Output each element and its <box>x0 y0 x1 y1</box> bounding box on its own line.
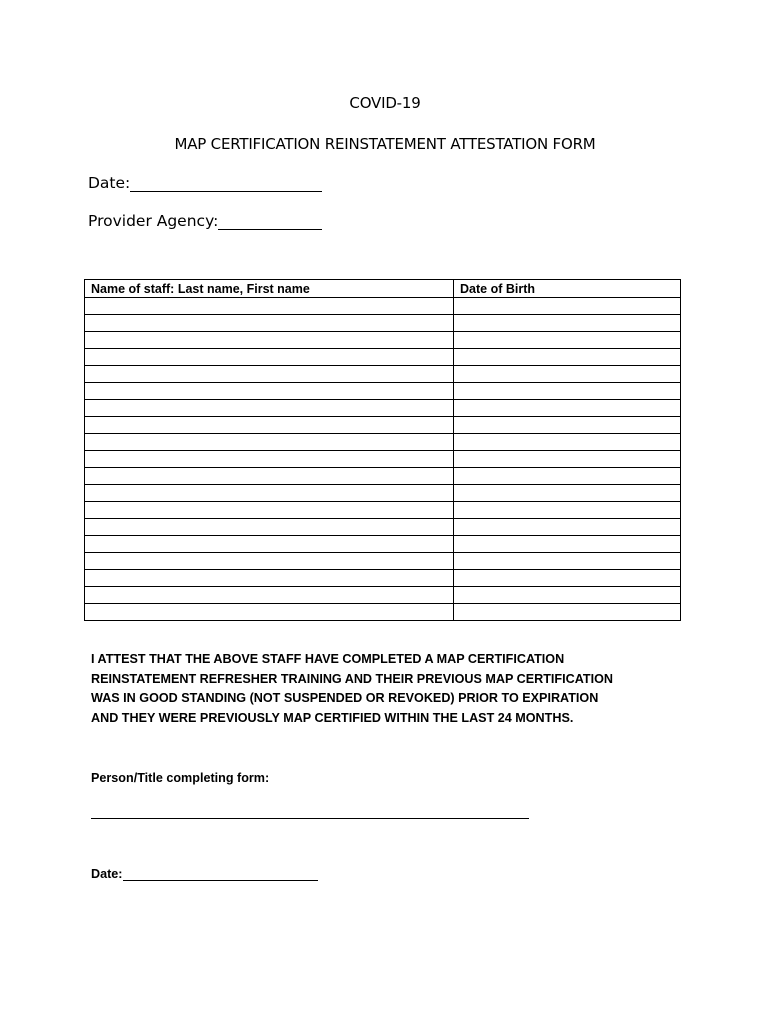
date-of-birth-cell[interactable] <box>454 383 681 400</box>
date-of-birth-cell[interactable] <box>454 519 681 536</box>
staff-name-cell[interactable] <box>85 502 454 519</box>
person-title-blank[interactable] <box>91 818 529 819</box>
staff-name-cell[interactable] <box>85 553 454 570</box>
provider-agency-blank[interactable] <box>218 213 322 230</box>
staff-name-cell[interactable] <box>85 434 454 451</box>
date-of-birth-cell[interactable] <box>454 315 681 332</box>
date-of-birth-cell[interactable] <box>454 587 681 604</box>
date-of-birth-cell[interactable] <box>454 451 681 468</box>
date-of-birth-cell[interactable] <box>454 434 681 451</box>
date-of-birth-cell[interactable] <box>454 417 681 434</box>
staff-name-cell[interactable] <box>85 519 454 536</box>
staff-name-cell[interactable] <box>85 468 454 485</box>
table-row <box>85 604 681 621</box>
staff-name-cell[interactable] <box>85 587 454 604</box>
table-row <box>85 298 681 315</box>
table-row <box>85 349 681 366</box>
staff-name-cell[interactable] <box>85 400 454 417</box>
table-body <box>85 298 681 621</box>
table-row <box>85 400 681 417</box>
column-header-name: Name of staff: Last name, First name <box>85 280 454 298</box>
date-of-birth-cell[interactable] <box>454 400 681 417</box>
date-field <box>88 174 322 192</box>
date-of-birth-cell[interactable] <box>454 349 681 366</box>
form-title-covid: COVID-19 <box>349 94 421 112</box>
staff-name-cell[interactable] <box>85 366 454 383</box>
date-blank[interactable] <box>130 175 322 192</box>
staff-name-cell[interactable] <box>85 570 454 587</box>
attestation-statement: I ATTEST THAT THE ABOVE STAFF HAVE COMPLETED A MAP CERTIFICATION REINSTATEMENT REFRESHER TRAINING AND THEIR PREVIOUS MAP CERTIFICATION WAS IN GOOD STANDING (NOT SUSPENDED OR REVOKED) PRIOR TO EXPIRATION AND THEY WERE PREVIOUSLY MAP CERTIFIED WITHIN THE LAST 24 MONTHS. <box>91 652 613 725</box>
table-row <box>85 502 681 519</box>
date-of-birth-cell[interactable] <box>454 502 681 519</box>
staff-name-cell[interactable] <box>85 417 454 434</box>
table-row <box>85 468 681 485</box>
staff-name-cell[interactable] <box>85 604 454 621</box>
table-row <box>85 383 681 400</box>
person-title-label: Person/Title completing form: <box>91 771 270 785</box>
table-row <box>85 434 681 451</box>
completion-date-blank[interactable] <box>123 866 318 881</box>
table-row <box>85 519 681 536</box>
provider-agency-field <box>88 212 322 230</box>
staff-name-cell[interactable] <box>85 298 454 315</box>
table-header-row <box>85 280 681 298</box>
form-title: MAP CERTIFICATION REINSTATEMENT ATTESTATION FORM <box>174 135 596 153</box>
date-of-birth-cell[interactable] <box>454 536 681 553</box>
completion-date-field <box>91 866 318 881</box>
column-header-dob: Date of Birth <box>454 280 681 298</box>
date-of-birth-cell[interactable] <box>454 468 681 485</box>
completion-date-label: Date: <box>91 867 123 881</box>
table-row <box>85 536 681 553</box>
date-of-birth-cell[interactable] <box>454 570 681 587</box>
table-row <box>85 332 681 349</box>
provider-agency-label: Provider Agency: <box>88 212 219 230</box>
table-row <box>85 485 681 502</box>
date-of-birth-cell[interactable] <box>454 485 681 502</box>
staff-name-cell[interactable] <box>85 332 454 349</box>
staff-name-cell[interactable] <box>85 383 454 400</box>
date-of-birth-cell[interactable] <box>454 298 681 315</box>
staff-table <box>84 279 681 621</box>
staff-name-cell[interactable] <box>85 485 454 502</box>
date-label: Date: <box>88 174 131 192</box>
date-of-birth-cell[interactable] <box>454 366 681 383</box>
table-row <box>85 315 681 332</box>
date-of-birth-cell[interactable] <box>454 332 681 349</box>
date-of-birth-cell[interactable] <box>454 553 681 570</box>
staff-name-cell[interactable] <box>85 536 454 553</box>
staff-name-cell[interactable] <box>85 349 454 366</box>
table-row <box>85 366 681 383</box>
table-row <box>85 570 681 587</box>
table-row <box>85 451 681 468</box>
table-row <box>85 417 681 434</box>
date-of-birth-cell[interactable] <box>454 604 681 621</box>
staff-name-cell[interactable] <box>85 451 454 468</box>
staff-name-cell[interactable] <box>85 315 454 332</box>
table-row <box>85 587 681 604</box>
table-row <box>85 553 681 570</box>
